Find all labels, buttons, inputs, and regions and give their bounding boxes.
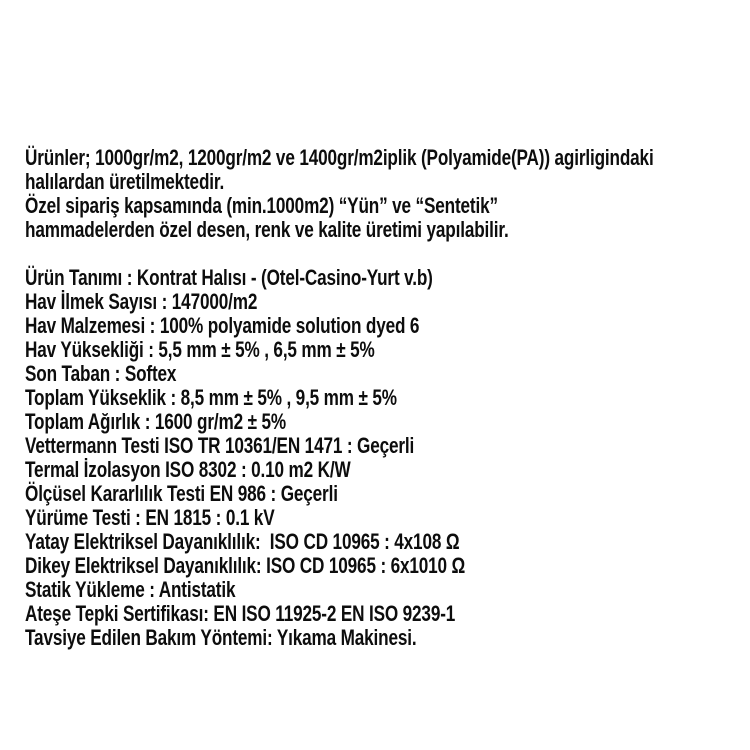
spec-line-yurume-testi: Yürüme Testi : EN 1815 : 0.1 kV [25, 505, 275, 530]
spec-line-hav-yuksekligi: Hav Yüksekliği : 5,5 mm ± 5% , 6,5 mm ± 5% [25, 337, 375, 362]
spec-line-dikey-elektriksel: Dikey Elektriksel Dayanıklılık: ISO CD 10965 : 6x1010 Ω [25, 553, 466, 578]
spec-line-urun-tanimi: Ürün Tanımı : Kontrat Halısı - (Otel-Casino-Yurt v.b) [25, 265, 433, 290]
spec-line-son-taban: Son Taban : Softex [25, 361, 177, 386]
spec-line-hav-ilmek-sayisi: Hav İlmek Sayısı : 147000/m2 [25, 289, 258, 314]
intro-line: hammadelerden özel desen, renk ve kalite üretimi yapılabilir. [25, 217, 509, 242]
intro-paragraph [25, 146, 750, 242]
spec-line-hav-malzemesi: Hav Malzemesi : 100% polyamide solution dyed 6 [25, 313, 420, 338]
spec-line-toplam-agirlik: Toplam Ağırlık : 1600 gr/m2 ± 5% [25, 409, 286, 434]
spec-line-olcusel-kararlilik: Ölçüsel Kararlılık Testi EN 986 : Geçerli [25, 481, 338, 506]
spec-line-yatay-elektriksel: Yatay Elektriksel Dayanıklılık: ISO CD 10965 : 4x108 Ω [25, 529, 460, 554]
spec-line-vettermann-testi: Vettermann Testi ISO TR 10361/EN 1471 : Geçerli [25, 433, 415, 458]
document-text-block [25, 146, 750, 650]
spec-line-tavsiye-bakim: Tavsiye Edilen Bakım Yöntemi: Yıkama Makinesi. [25, 625, 417, 650]
spec-line-toplam-yukseklik: Toplam Yükseklik : 8,5 mm ± 5% , 9,5 mm ± 5% [25, 385, 397, 410]
spec-line-statik-yukleme: Statik Yükleme : Antistatik [25, 577, 236, 602]
intro-line: halılardan üretilmektedir. [25, 169, 225, 194]
intro-line: Özel sipariş kapsamında (min.1000m2) “Yün” ve “Sentetik” [25, 193, 498, 218]
spec-line-termal-izolasyon: Termal İzolasyon ISO 8302 : 0.10 m2 K/W [25, 457, 351, 482]
spec-line-atese-tepki: Ateşe Tepki Sertifikası: EN ISO 11925-2 EN ISO 9239-1 [25, 601, 456, 626]
intro-line: Ürünler; 1000gr/m2, 1200gr/m2 ve 1400gr/m2iplik (Polyamide(PA)) agirligindaki [25, 145, 654, 170]
spec-list [25, 266, 750, 650]
